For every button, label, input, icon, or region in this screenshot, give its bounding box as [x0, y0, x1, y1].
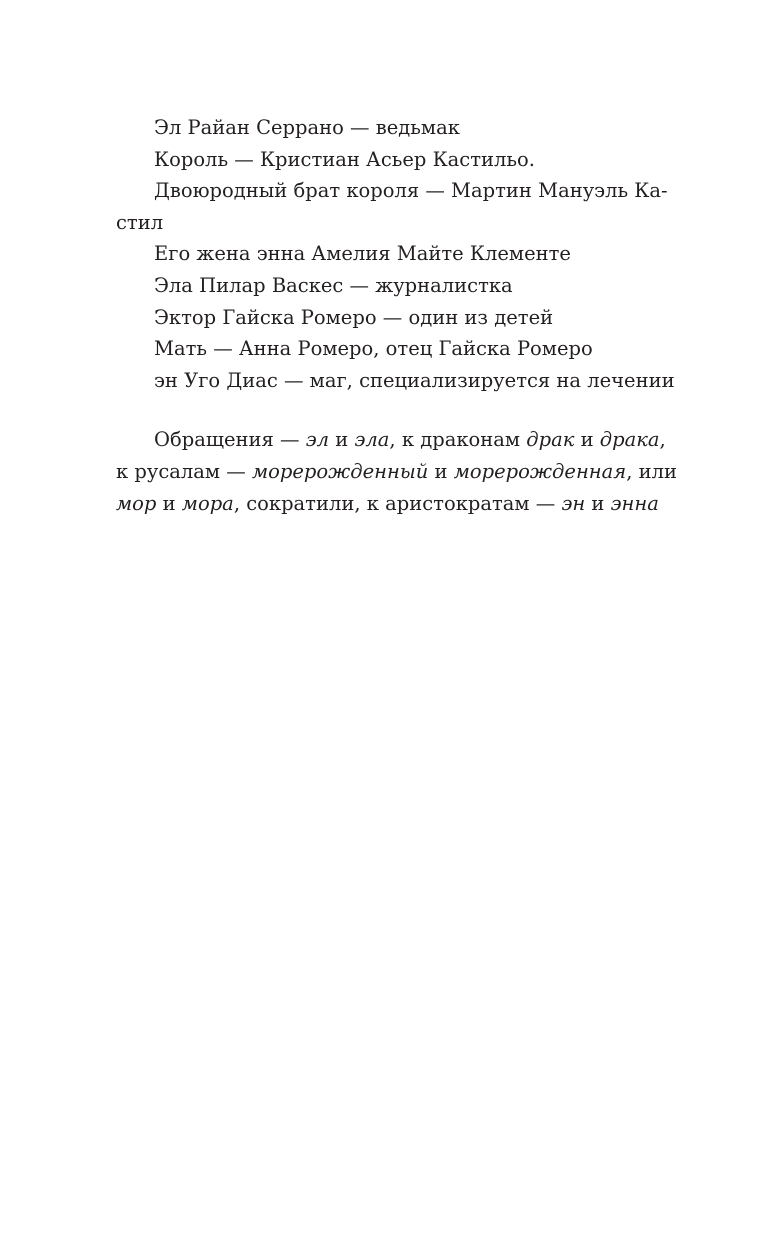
- character-line: Эктор Гайска Ромеро — один из детей: [154, 305, 554, 329]
- italic-term: энна: [610, 491, 659, 515]
- text-run: и: [329, 428, 355, 451]
- address-forms-paragraph: [116, 424, 694, 519]
- text-run: и: [428, 459, 454, 483]
- text-run: , сократили, к аристократам —: [233, 491, 562, 515]
- character-line: Эл Райан Серрано — ведьмак: [154, 116, 460, 139]
- text-run: , или: [626, 459, 677, 483]
- text-run: и: [585, 491, 611, 515]
- character-line: Мать — Анна Ромеро, отец Гайска Ромеро: [154, 337, 593, 361]
- italic-term: морерожденная: [453, 459, 627, 483]
- character-line: Король — Кристиан Асьер Кастильо.: [154, 147, 535, 171]
- italic-term: мора: [181, 491, 234, 515]
- italic-term: морерожденный: [251, 459, 429, 483]
- italic-term: драка: [599, 428, 660, 451]
- text-run: и: [156, 491, 182, 515]
- character-line: Эла Пилар Васкес — журналистка: [154, 273, 513, 297]
- character-line: эн Уго Диас — маг, специализируется на лечении: [154, 368, 675, 392]
- text-run: ,: [659, 428, 666, 451]
- italic-term: эл: [305, 428, 330, 451]
- italic-term: драк: [526, 428, 575, 451]
- italic-term: мор: [116, 491, 157, 515]
- character-line: Его жена энна Амелия Майте Клементе: [154, 242, 571, 266]
- text-run: , к драконам: [389, 428, 527, 451]
- italic-term: эн: [561, 491, 586, 515]
- text-run: Обращения —: [154, 428, 306, 451]
- italic-term: эла: [354, 428, 390, 451]
- text-run: к русалам —: [116, 459, 252, 483]
- paragraph-line: [116, 488, 694, 520]
- character-list: [116, 112, 676, 396]
- character-line: Двоюродный брат короля — Мартин Мануэль Ка-: [154, 179, 668, 203]
- text-run: и: [574, 428, 600, 451]
- character-line-continuation: стил: [116, 210, 164, 234]
- paragraph-line: [116, 424, 694, 456]
- paragraph-line: [116, 456, 694, 488]
